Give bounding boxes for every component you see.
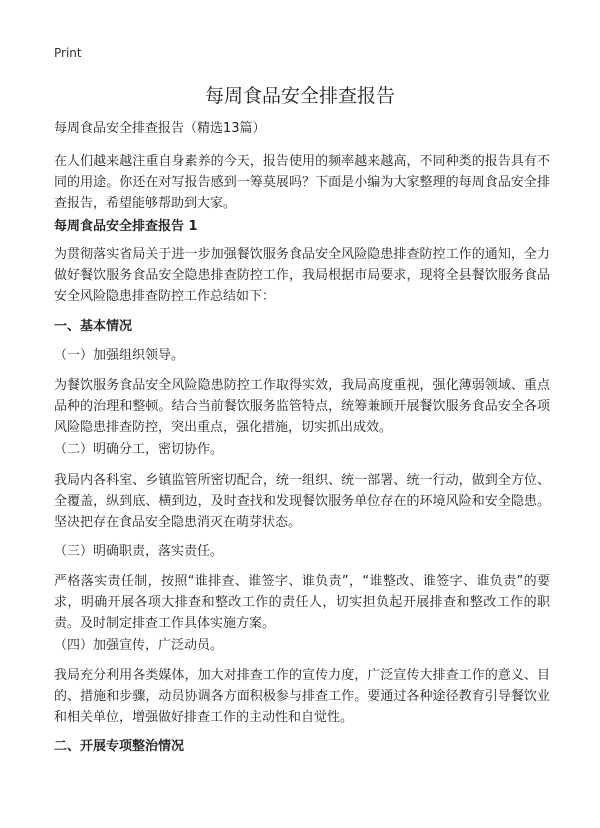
section-heading-special: 二、开展专项整治情况 (54, 739, 185, 754)
item-paragraph-3: 严格落实责任制，按照“谁排查、谁签字、谁负责”，“谁整改、谁签字、谁负责”的要求，明确开展各项大排查和整改工作的责任人，切实担负起开展排查和整改工作的职责。及时制定排查工作具体实施方案。 (54, 574, 550, 631)
item-paragraph-4: 我局充分利用各类媒体，加大对排查工作的宣传力度，广泛宣传大排查工作的意义、目的、措施和步骤，动员协调各方面积极参与排查工作。要通过各种途径教育引导餐饮业和相关单位，增强做好排查工作的主动性和自觉性。 (54, 668, 550, 725)
report-intro-paragraph: 为贯彻落实省局关于进一步加强餐饮服务食品安全风险隐患排查防控工作的通知，全力做好餐饮服务食品安全隐患排查防控工作，我局根据市局要求，现将全县餐饮服务食品安全风险隐患排查防控工作总结如下： (54, 247, 550, 304)
intro-paragraph: 在人们越来越注重自身素养的今天，报告使用的频率越来越高，不同种类的报告具有不同的用途。你还在对写报告感到一筹莫展吗？下面是小编为大家整理的每周食品安全排查报告，希望能够帮助到大家。 (54, 154, 550, 211)
print-link[interactable]: Print (54, 46, 82, 60)
page-title: 每周食品安全排查报告 (204, 85, 395, 107)
item-label-3: （三）明确职责，落实责任。 (54, 544, 224, 559)
item-paragraph-1: 为餐饮服务食品安全风险隐患防控工作取得实效，我局高度重视，强化薄弱领域、重点品种的治理和整顿。结合当前餐饮服务监管特点，统筹兼顾开展餐饮服务食品安全各项风险隐患排查防控，突出重点，强化措施，切实抓出成效。 (54, 378, 550, 435)
item-label-4: （四）加强宣传，广泛动员。 (54, 638, 224, 653)
section-heading-basic: 一、基本情况 (54, 319, 133, 334)
item-paragraph-2: 我局内各科室、乡镇监管所密切配合，统一组织、统一部署、统一行动，做到全方位、全覆盖，纵到底、横到边，及时查找和发现餐饮服务单位存在的环境风险和安全隐患。坚决把存在食品安全隐患消灭在萌芽状态。 (54, 473, 550, 530)
subtitle: 每周食品安全排查报告（精选13篇） (54, 121, 266, 136)
item-label-2: （二）明确分工，密切协作。 (54, 442, 224, 457)
item-label-1: （一）加强组织领导。 (54, 348, 185, 363)
report-heading: 每周食品安全排查报告 1 (54, 219, 198, 234)
